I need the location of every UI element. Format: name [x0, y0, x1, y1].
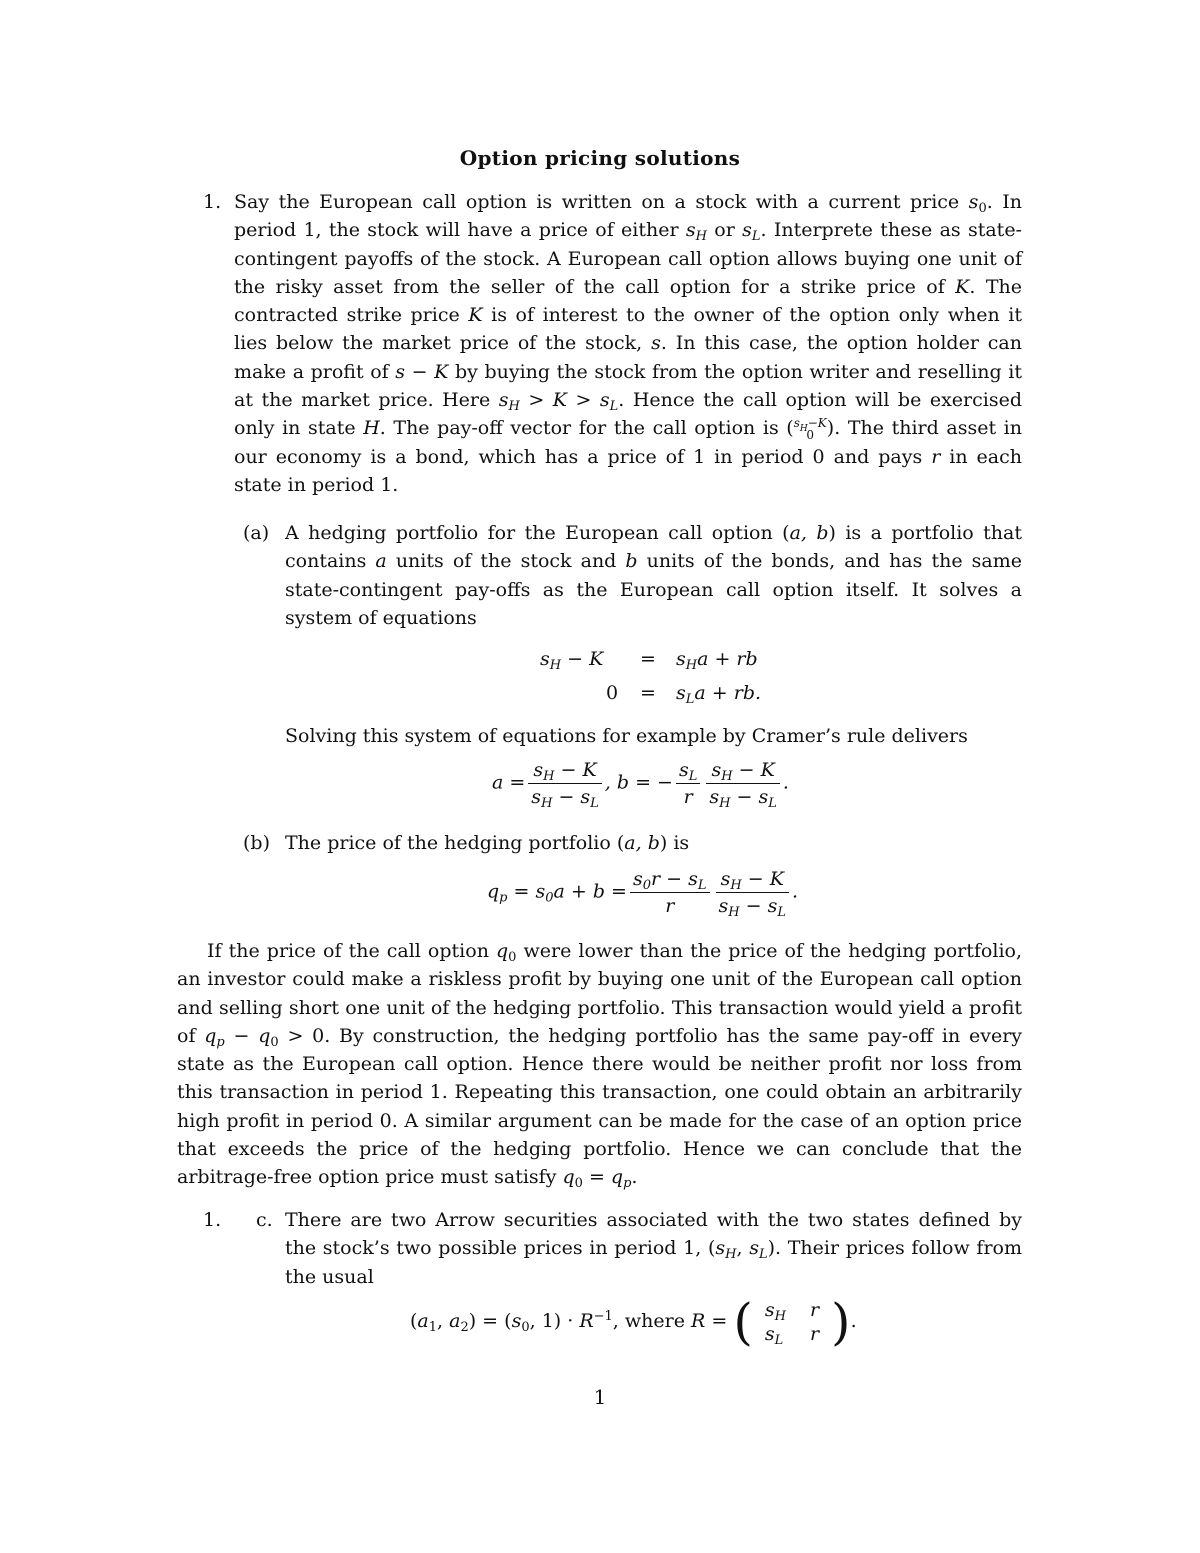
equation-2-equals: =	[640, 682, 656, 704]
page-number: 1	[593, 1385, 607, 1409]
arrow-price-equation: ($a_1$, $a_2) = (s_0$, $1) \cdot R^{-1}$, where R = ( $s_H$ r $s_L$ r ).	[410, 1293, 857, 1351]
portfolio-price-equation: $q_p = s_0a + b$ = $\frac{s_0r - s_L}{r}$ $\frac{s_H - K}{s_H - s_L}$ .	[487, 868, 799, 920]
equation-1-lhs: $s_H - K$	[540, 648, 604, 673]
arbitrage-paragraph: If the price of the call option $q_0$ were lower than the price of the hedging portfolio, an investor could make a riskless profit by buying one unit of the European call option and selling short one unit of the hedging portfolio. This transaction would yield a profit of $q_p - q_0 > 0$. By construction, the hedging portfolio has the same pay-off in every state as the European call option. Hence there would be neither profit nor loss from this transaction in period 1. Repeating this transaction, one could obtain an arbitrarily high profit in period 0. A similar argument can be made for the case of an option price that exceeds the price of the hedging portfolio. Hence we can conclude that the arbitrage-free option price must satisfy $q_0 = q_p$.	[177, 940, 1023, 1192]
part-b-label: (b)	[243, 832, 270, 854]
part-b-paragraph: The price of the hedging portfolio (a, b) is	[285, 832, 690, 854]
equation-2-rhs: $s_La$ + rb.	[676, 682, 762, 707]
part-c-label: c.	[256, 1209, 273, 1231]
equation-1-rhs: $s_Ha$ + rb	[676, 648, 758, 673]
equation-1-equals: =	[640, 648, 656, 670]
item1-paragraph: Say the European call option is written on a stock with a current price $s_0$. In period 1, the stock will have a price of either $s_H$ or $s_L$. Interprete these as state-contingent payoffs of the stock. A European call option allows buying one unit of the risky asset from the seller of the call option for a strike price of K. The contracted strike price K is of interest to the owner of the option only when it lies below the market price of the stock, s. In this case, the option holder can make a profit of s − K by buying the stock from the option writer and reselling it at the market price. Here $s_H > K > s_L$. Hence the call option will be exercised only in state H. The pay-off vector for the call option is ( $s_H-K$ 0 ). The third asset in our economy is a bond, which has a price of 1 in period 0 and pays r in each state in period 1.	[234, 191, 1022, 496]
equation-2-lhs: 0	[606, 682, 619, 704]
part-a-paragraph: A hedging portfolio for the European call option (a, b) is a portfolio that contains a units of the stock and b units of the bonds, and has the same state-contingent pay-offs as the European call option itself. It solves a system of equations	[285, 522, 1022, 629]
part-c-paragraph: There are two Arrow securities associated with the two states defined by the stock’s two possible prices in period 1, ($s_H$, $s_L$). Their prices follow from the usual	[285, 1209, 1022, 1288]
cramer-solution: a = $\frac{s_H - K}{s_H - s_L}$ , b = − $\frac{s_L}{r}$ $\frac{s_H - K}{s_H - s_L}$ .	[492, 759, 789, 811]
cramer-sentence: Solving this system of equations for example by Cramer’s rule delivers	[285, 725, 968, 747]
payoff-vector: ( $s_H-K$ 0 )	[786, 416, 835, 443]
part-c-number: 1.	[203, 1209, 222, 1231]
page-title: Option pricing solutions	[459, 146, 741, 170]
item-number: 1.	[203, 191, 222, 213]
part-a-label: (a)	[243, 522, 270, 544]
